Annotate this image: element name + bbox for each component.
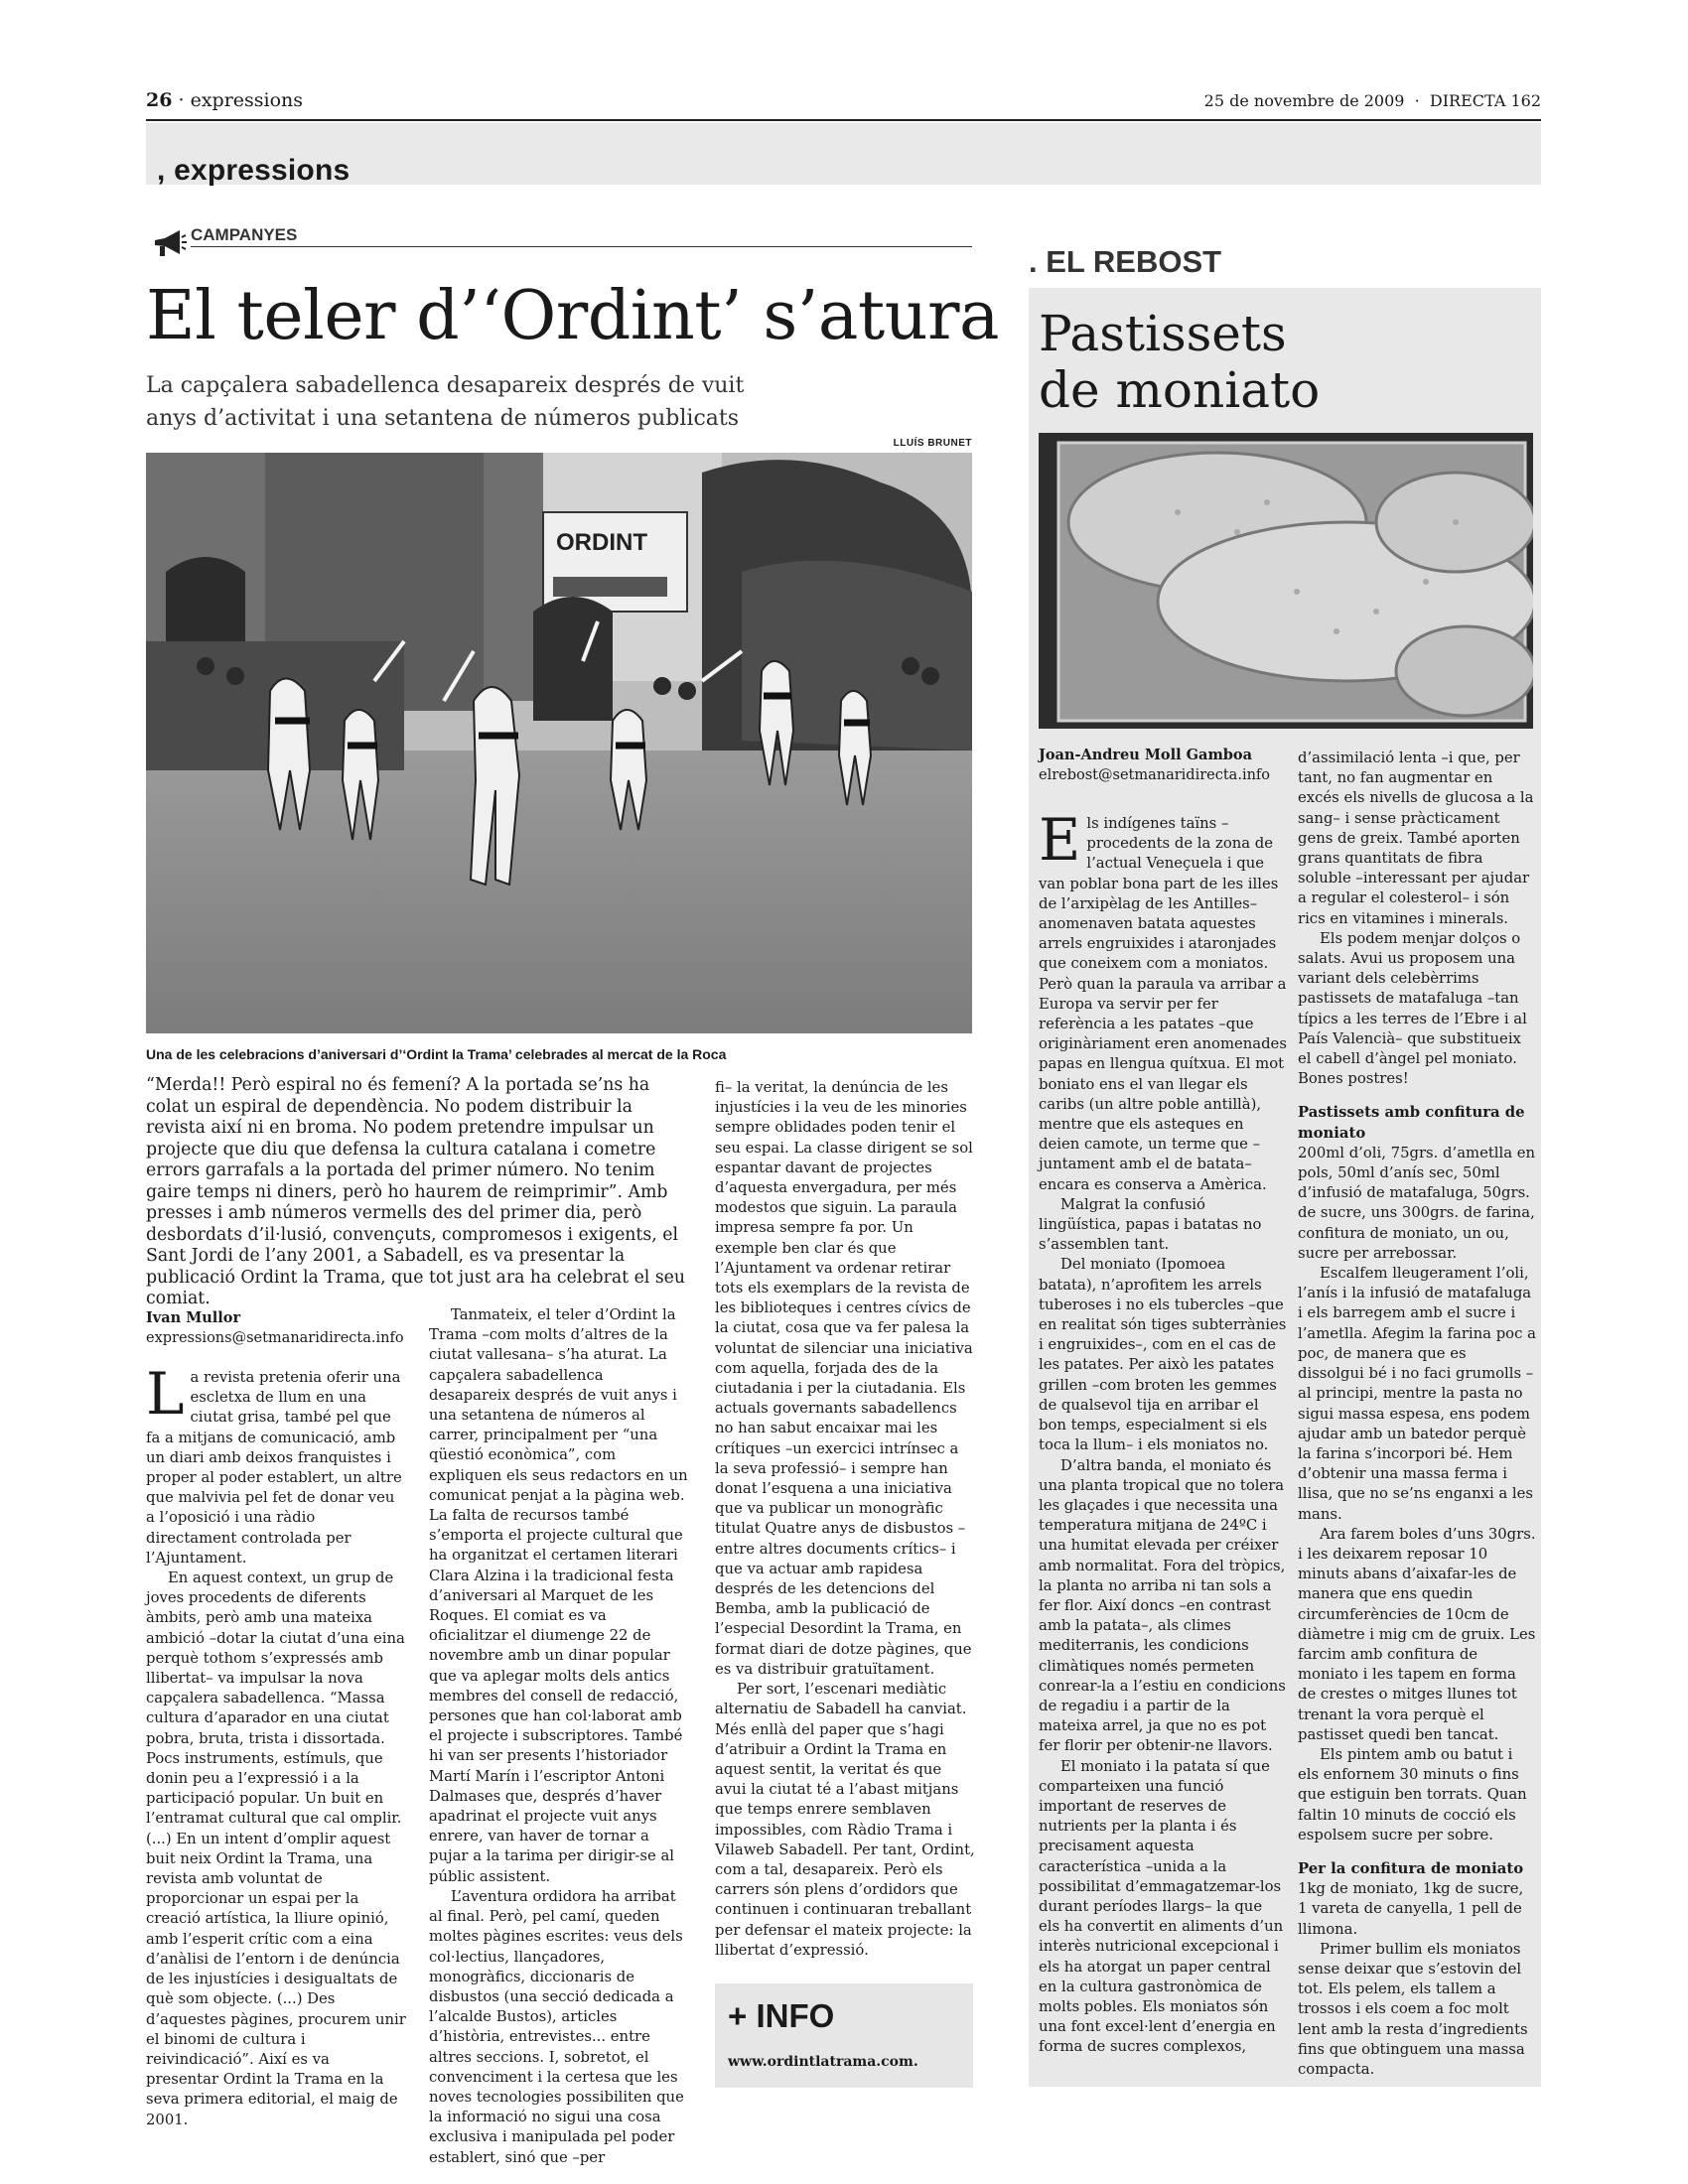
- article-deck: La capçalera sabadellenca desapareix després de vuit anys d’activitat i una setantena de números publicats: [146, 373, 745, 431]
- paragraph: Escalfem lleugerament l’oli, l’anís i la infusió de matafaluga i els barregem amb el sucre i l’ametlla. Afegim la farina poc a poc, de manera que es dissolgui bé i no faci grumolls –al principi, mentre la pasta no sigui massa espesa, ens podem ajudar amb un batedor perquè la farina s’incorpori bé. Hem d’obtenir una massa ferma i llisa, que no se’ns enganxi a les mans.: [1298, 1265, 1536, 1523]
- recipe-title: [1039, 306, 1515, 419]
- rebost-section-label: . EL REBOST: [1029, 244, 1222, 279]
- page-dateline: 25 de novembre de 2009 · DIRECTA 162: [1203, 91, 1541, 110]
- paragraph: Ara farem boles d’uns 30grs. i les deixarem reposar 10 minuts abans d’aixafar-les de manera que ens quedin circumferències de 10cm de diàmetre i mig cm de gruix. Les farcim amb confitura de moniato i les tapem en forma de crestes o mitges llunes tot trenant la vora perquè el pastisset quedi ben tancat.: [1298, 1525, 1536, 1743]
- paragraph: [146, 1360, 406, 1569]
- dropcap: E: [1039, 806, 1081, 874]
- article-column-1: [146, 1360, 406, 2130]
- recipe-photo: [1039, 433, 1533, 729]
- paragraph: Tanmateix, el teler d’Ordint la Trama –com molts d’altres de la ciutat vallesana– s’ha aturat. La capçalera sabadellenca desapareix després de vuit anys i una setantena de números al carrer, principalment per “una qüestió econòmica”, com expliquen els seus redactors en un comunicat penjat a la pàgina web. La falta de recursos també s’emporta el projecte cultural que ha organitzat el certamen literari Clara Alzina i la tradicional festa d’aniversari al Marquet de les Roques. El comiat es va oficialitzar el diumenge 22 de novembre amb un dinar popular que va aplegar molts dels antics membres del consell de redacció, persones que han col·laborat amb el projecte i subscriptores. També hi van ser presents l’historiador Martí Marín i l’escriptor Antoni Dalmases que, després d’haver apadrinat el projecte vuit anys enrere, van haver de tornar a pujar a la tarima per dirigir-se al públic assistent.: [429, 1306, 688, 1885]
- recipe-column-1: [1039, 806, 1287, 2058]
- header-rule: [146, 119, 1541, 121]
- paragraph: Del moniato (Ipomoea batata), n’aprofitem les arrels tuberoses i no els tubercles –que en realitat són tiges subterrànies i engruixides–, com en el cas de les patates. Per això les patates grillen –com broten les gemmes de qualsevol tija en arribar el bon temps, especialment si els toca la llum– i els moniatos no.: [1039, 1256, 1287, 1454]
- article-column-3: [715, 1078, 975, 1961]
- kicker-rule: [191, 246, 972, 247]
- ingredients-list: 1kg de moniato, 1kg de sucre, 1 vareta de canyella, 1 pell de llimona.: [1298, 1880, 1524, 1938]
- paragraph: L’aventura ordidora ha arribat al final. Però, pel camí, queden moltes pàgines escrites: veus dels col·lectius, llançadores, monogràfics, diccionaris de disbustos (una secció dedicada a l’alcalde Bustos), articles d’història, entrevistes... entre altres seccions. I, sobretot, el convenciment i la certesa que les noves tecnologies possibiliten que la informació no sigui una cosa exclusiva i manipulada pel poder establert, sinó que –per: [429, 1887, 684, 2166]
- publication-name: DIRECTA 162: [1429, 91, 1541, 110]
- recipe-subhead: Pastissets amb confitura de moniato: [1298, 1104, 1525, 1142]
- section-band: [146, 123, 1541, 185]
- paragraph: d’assimilació lenta –i que, per tant, no fan augmentar en excés els nivells de glucosa a la sang– i sense pràcticament gens de greix. També aporten grans quantitats de fibra soluble –interessant per ajudar a regular el colesterol– i són rics en vitamines i minerals.: [1298, 750, 1534, 927]
- recipe-author-name: Joan-Andreu Moll Gamboa: [1039, 747, 1252, 763]
- section-title: , expressions: [157, 154, 351, 187]
- paragraph: D’altra banda, el moniato és una planta tropical que no tolera les glaçades i que necessita una temperatura mitjana de 24ºC i una humitat elevada per créixer amb normalitat. Fora del tròpics, la planta no arriba ni tan sols a fer flor. Així doncs –en contrast amb la patata–, als climes mediterranis, les condicions climàtiques només permeten conrear-la a l’estiu en condicions de regadiu i a partir de la mateixa arrel, ja que no es pot fer florir per obtenir-ne llavors.: [1039, 1456, 1286, 1755]
- paragraph: Els podem menjar dolços o salats. Avui us proposem una variant dels celebèrrims pastissets de matafaluga –tan típics a les terres de l’Ebre i al País Valencià– que substitueix el cabell d’àngel pel moniato. Bones postres!: [1298, 929, 1527, 1088]
- paragraph-text: a revista pretenia oferir una escletxa de llum en una ciutat grisa, també pel que fa a mitjans de comunicació, amb un diari amb deixos franquistes i proper al poder establert, un altre que malvivia pel fet de donar veu a l’oposició i una ràdio directament controlada per l’Ajuntament.: [146, 1369, 402, 1567]
- article-byline: [146, 1307, 414, 1349]
- recipe-subhead: Per la confitura de moniato: [1298, 1859, 1524, 1877]
- paragraph: En aquest context, un grup de joves procedents de diferents àmbits, però amb una mateixa ambició –dotar la ciutat d’una eina perquè tothom s’expressés amb llibertat– va impulsar la nova capçalera sabadellenca. “Massa cultura d’aparador en una ciutat pobra, bruta, trista i dissortada. Pocs instruments, estímuls, que donin peu a l’expressió i a la participació popular. Un buit en l’entramat cultural que cal omplir. (...) En un intent d’omplir aquest buit neix Ordint la Trama, una revista amb voluntat de proporcionar un espai per la creació artística, la lliure opinió, amb l’esperit crític com a eina d’anàlisi de l’entorn i de denúncia de les injustícies i desigualtats de què som objecte. (...) Des d’aquestes pàgines, procurem unir el binomi de cultura i reivindicació”. Així es va presentar Ordint la Trama en la seva primera editorial, el maig de 2001.: [146, 1570, 406, 2128]
- dropcap: L: [146, 1360, 185, 1428]
- article-photo: [146, 453, 972, 1033]
- paragraph: fi– la veritat, la denúncia de les injustícies i la veu de les minories sempre oblidades poden tenir el seu espai. La classe dirigent se sol espantar davant de projectes d’aquesta envergadura, per més modestos que siguin. La paraula impresa sempre fa por. Un exemple ben clar és que l’Ajuntament va ordenar retirar tots els exemplars de la revista de les biblioteques i centres cívics de la ciutat, cosa que va fer palesa la voluntat de silenciar una iniciativa com aquella, forjada des de la ciutadania i per la ciutadania. Els actuals governants sabadellencs no han sabut encaixar mai les crítiques –un exercici intrínsec a la seva professió– i sempre han donat l’esquena a una iniciativa que va publicar un monogràfic titulat Quatre anys de disbustos –entre altres documents crítics– i que va actuar amb rapidesa després de les detencions del Bemba, amb la publicació de l’especial Desordint la Trama, en format diari de dotze pàgines, que es va distribuir gratuïtament.: [715, 1079, 973, 1678]
- photo-credit: LLUÍS BRUNET: [893, 438, 972, 449]
- page-folio: 26 · expressions: [146, 89, 304, 111]
- ingredients-list: 200ml d’oli, 75grs. d’ametlla en pols, 50ml d’anís sec, 50ml d’infusió de matafaluga, 50grs. de sucre, uns 300grs. de farina, confitura de moniato, un ou, sucre per arrebossar.: [1298, 1144, 1536, 1262]
- recipe-title-line: Pastissets: [1039, 305, 1287, 362]
- issue-date: 25 de novembre de 2009: [1203, 91, 1405, 110]
- photo-banner-text: ORDINT: [556, 529, 647, 556]
- article-kicker: CAMPANYES: [191, 225, 298, 244]
- paragraph: El moniato i la patata sí que comparteixen una funció important de reserves de nutrients per la planta i és precisament aquesta característica –unida a la possibilitat d’emmagatzemar-los durant períodes llargs– la que els ha convertit en aliments d’un interès nutricional excepcional i els ha atorgat un paper central en la cultura gastronòmica de molts pobles. Els moniatos són una font excel·lent d’energia en forma de sucres complexos,: [1039, 1757, 1284, 2056]
- author-name: Ivan Mullor: [146, 1309, 241, 1326]
- megaphone-icon: [152, 228, 188, 262]
- paragraph: Malgrat la confusió lingüística, papas i batatas no s’assemblen tant.: [1039, 1195, 1262, 1254]
- paragraph: Primer bullim els moniatos sense deixar que s’estovin del tot. Els pelem, els tallem a trossos i els coem a foc molt lent amb la resta d’ingredients fins que obtinguem una massa compacta.: [1298, 1940, 1528, 2078]
- recipe-title-line: de moniato: [1039, 361, 1321, 419]
- paragraph: [1039, 806, 1287, 1195]
- info-link[interactable]: www.ordintlatrama.com.: [728, 2054, 918, 2070]
- recipe-author-email: elrebost@setmanaridirecta.info: [1039, 767, 1271, 783]
- paragraph: Per sort, l’escenari mediàtic alternatiu de Sabadell ha canviat. Més enllà del paper que s’hagi d’atribuir a Ordint la Trama en aquest sentit, la veritat és que avui la ciutat té a l’abast mitjans que temps enrere semblaven impossibles, com Ràdio Trama i Vilaweb Sabadell. Per tant, Ordint, com a tal, desapareix. Però els carrers són plens d’ordidors que continuen i continuaran treballant per defensar el mateix projecte: la llibertat d’expressió.: [715, 1681, 975, 1959]
- photo-caption: Una de les celebracions d’aniversari d’‘Ordint la Trama’ celebrades al mercat de la Roca: [146, 1046, 727, 1062]
- info-title: + INFO: [728, 1997, 835, 2034]
- author-email: expressions@setmanaridirecta.info: [146, 1330, 404, 1346]
- recipe-byline: [1039, 745, 1287, 786]
- article-lead: “Merda!! Però espiral no és femení? A la portada se’ns ha colat un espiral de dependència. No podem distribuir la revista així ni en broma. No podem pretendre impulsar un projecte que diu que defensa la cultura catalana i cometre errors garrafals a la portada del primer número. No tenim gaire temps ni diners, però ho haurem de reimprimir”. Amb presses i amb números vermells des del primer dia, però desbordats d’il·lusió, convençuts, compromesos i exigents, el Sant Jordi de l’any 2001, a Sabadell, es va presentar la publicació Ordint la Trama, que tot just ara ha celebrat el seu comiat.: [146, 1075, 686, 1308]
- recipe-column-2: [1298, 749, 1536, 2080]
- article-column-2: [429, 1305, 689, 2168]
- article-headline: El teler d’‘Ordint’ s’atura: [146, 277, 1000, 355]
- paragraph: Els pintem amb ou batut i els enfornem 30 minuts o fins que estiguin ben torrats. Quan faltin 10 minuts de cocció els espolsem sucre per sobre.: [1298, 1745, 1527, 1843]
- page-section-name: expressions: [190, 89, 304, 111]
- page-number: 26: [146, 89, 173, 111]
- paragraph-text: ls indígenes taïns –procedents de la zona de l’actual Veneçuela i que van poblar bona part de les illes de l’arxipèlag de les Antilles– anomenaven batata aquestes arrels engruixides i ataronjades que coneixem com a moniatos. Però quan la paraula va arribar a Europa va servir per fer referència a les patates –que originàriament eren anomenades papas en llengua quítxua. El mot boniato ens el van llegar els caribs (un altre poble antillà), mentre que els asteques en deien camote, un terme que –juntament amb el de batata– encara es conserva a Amèrica.: [1039, 815, 1287, 1193]
